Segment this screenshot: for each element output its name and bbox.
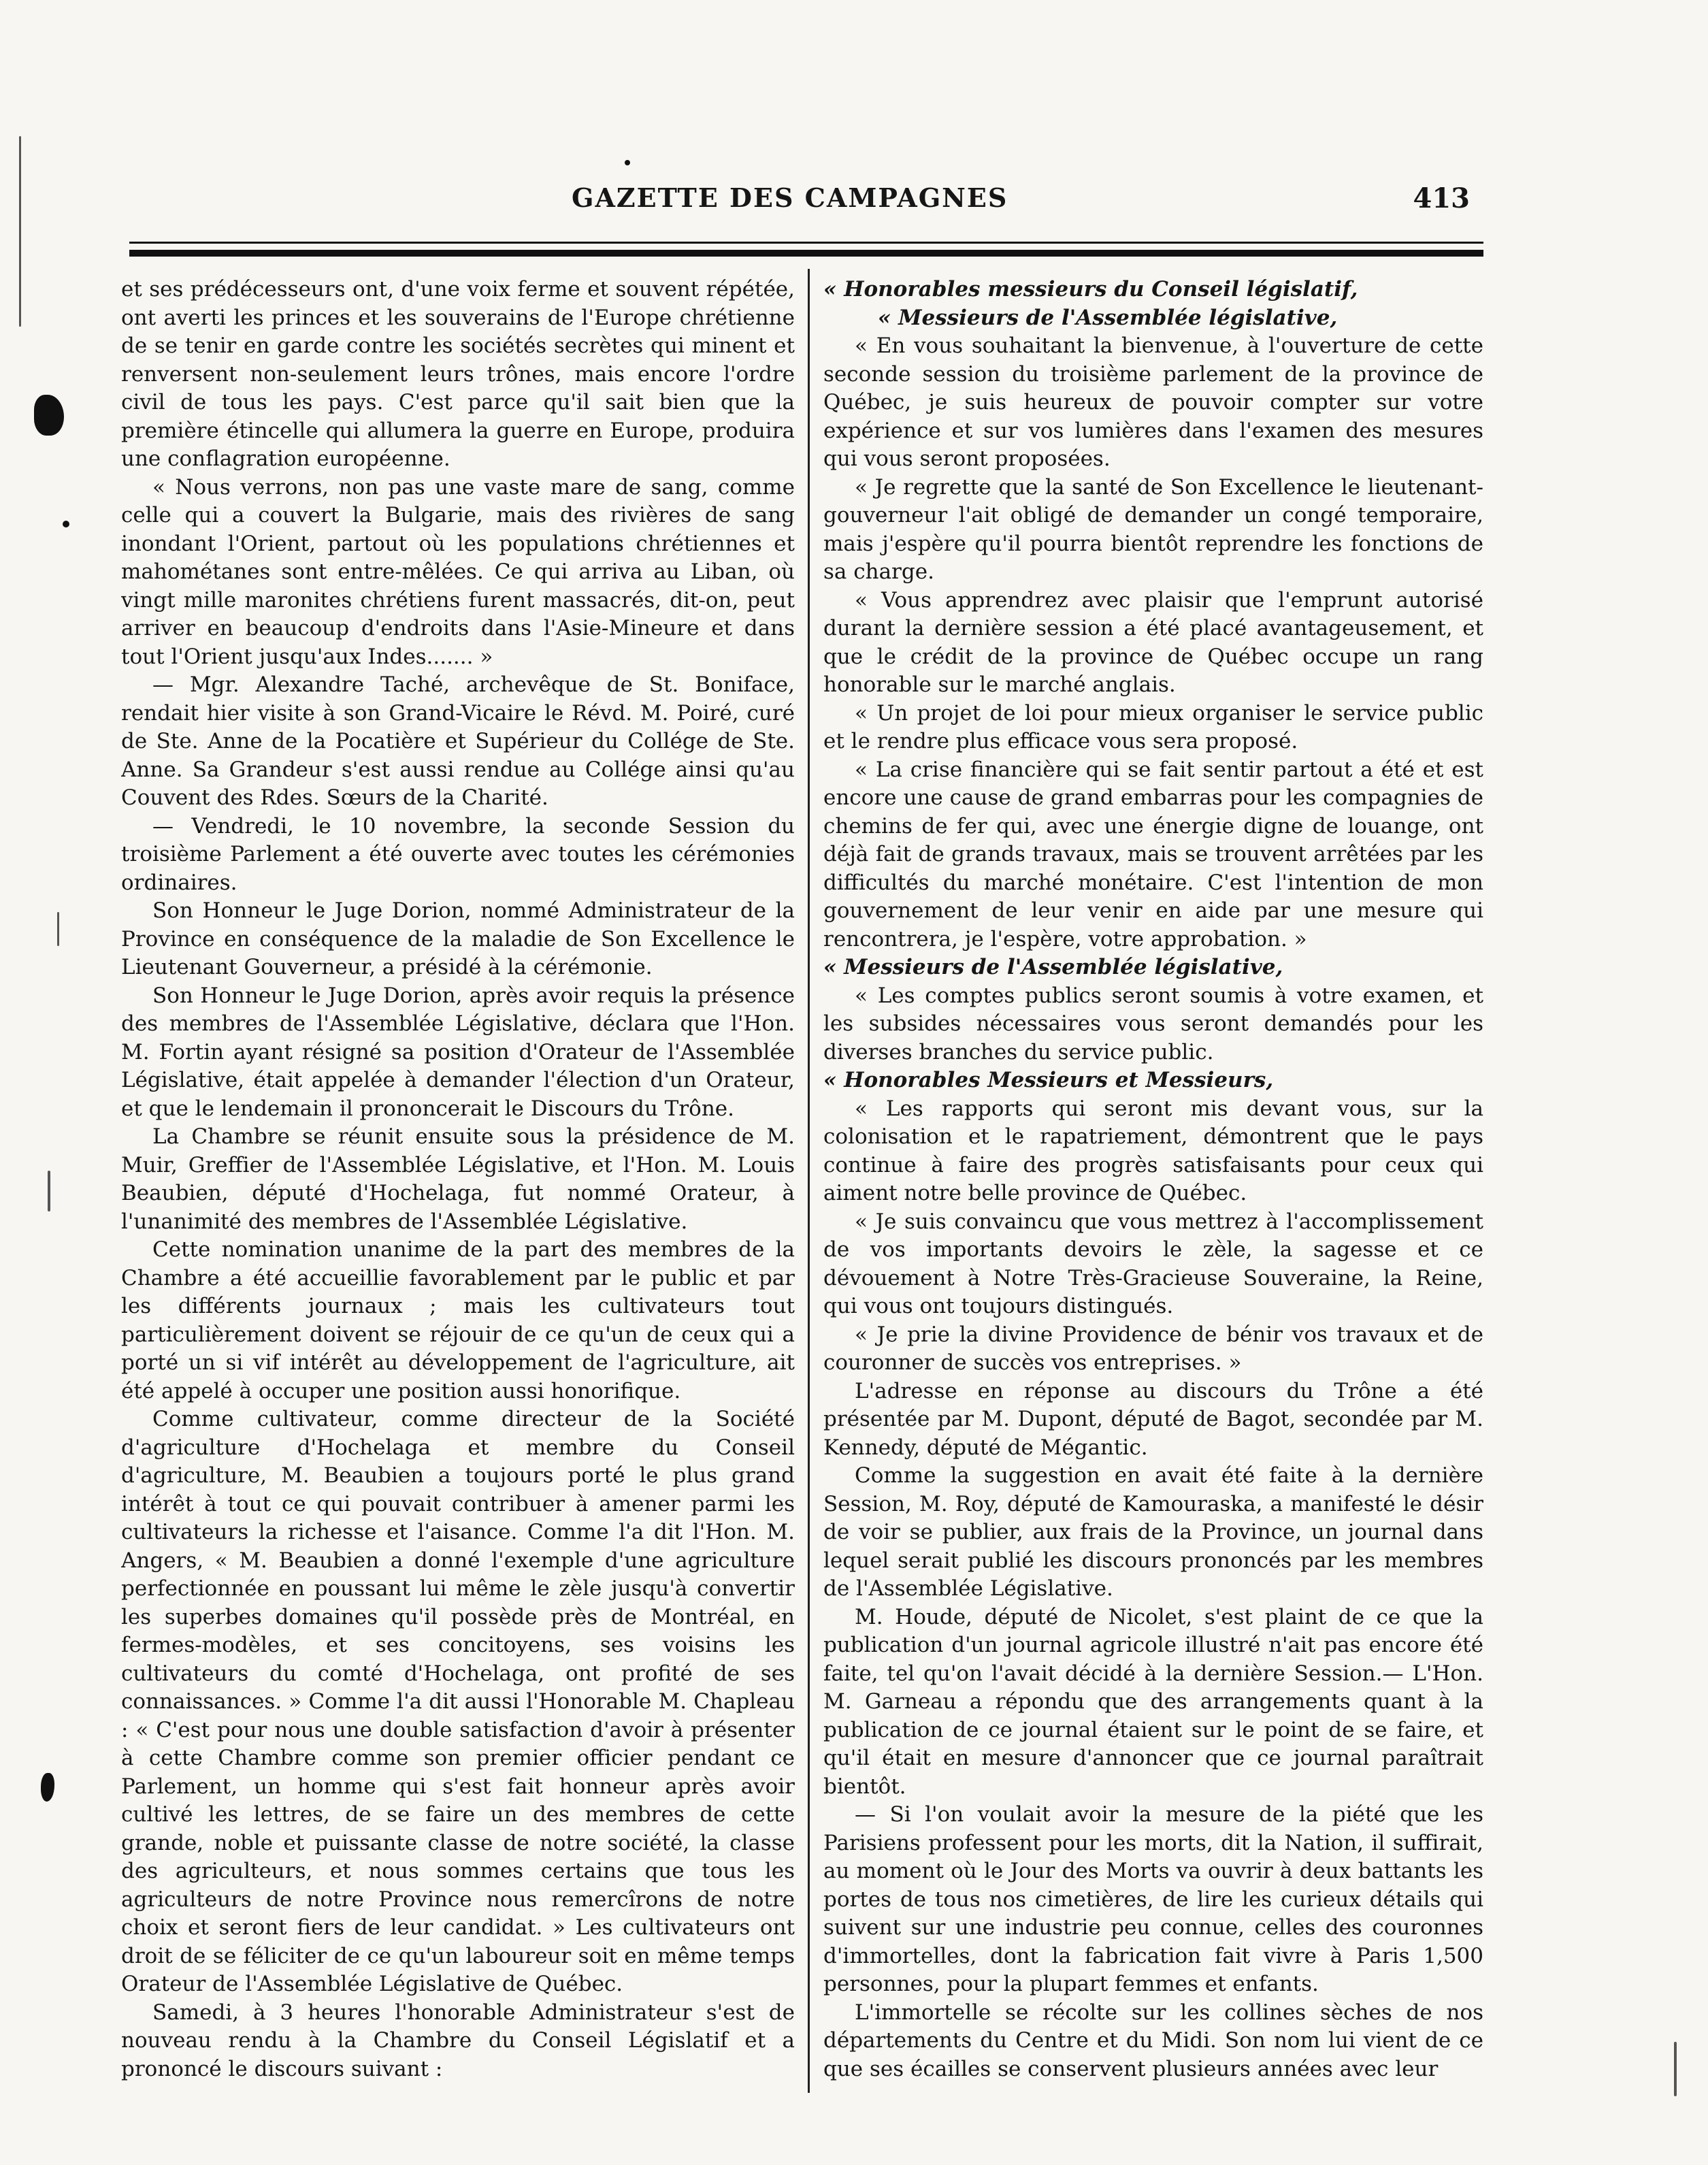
- paragraph: « Je prie la divine Providence de bénir vos travaux et de couronner de succès vos entreprises. »: [823, 1322, 1483, 1375]
- page-header: [122, 182, 1483, 223]
- paragraph: « Je suis convaincu que vous mettrez à l'accomplissement de vos importants devoirs le zèle, la sagesse et ce dévouement à Notre Très-Gracieuse Souveraine, la Reine, qui vous ont toujours distingués.: [823, 1209, 1483, 1318]
- speech-salutation: « Messieurs de l'Assemblée législative,: [823, 955, 1283, 979]
- paragraph: Samedi, à 3 heures l'honorable Administrateur s'est de nouveau rendu à la Chambre du Conseil Législatif et a prononcé le discours suivant :: [121, 2000, 795, 2081]
- ink-speck: [41, 1773, 54, 1802]
- right-column: [823, 276, 1483, 2093]
- ink-speck: [625, 160, 630, 165]
- paragraph: et ses prédécesseurs ont, d'une voix ferme et souvent répétée, ont averti les princes et les souverains de l'Europe chrétienne de se tenir en garde contre les sociétés secrètes qui minent et renversent non-seulement leurs trônes, mais encore l'ordre civil de tous les pays. C'est parce qu'il sait bien que la première étincelle qui allumera la guerre en Europe, produira une conflagration européenne.: [121, 277, 795, 471]
- paragraph: Son Honneur le Juge Dorion, après avoir requis la présence des membres de l'Assemblée Législative, déclara que l'Hon. M. Fortin ayant résigné sa position d'Orateur de l'Assemblée Législative, était appelée à demander l'élection d'un Orateur, et que le lendemain il prononcerait le Discours du Trône.: [121, 983, 795, 1121]
- paragraph: « Un projet de loi pour mieux organiser le service public et le rendre plus efficace vous sera proposé.: [823, 700, 1483, 753]
- paragraph: L'immortelle se récolte sur les collines sèches de nos départements du Centre et du Midi. Son nom lui vient de ce que ses écailles se conservent plusieurs années avec leur: [823, 2000, 1483, 2081]
- speech-salutation: « Honorables Messieurs et Messieurs,: [823, 1068, 1274, 1092]
- ink-blot: [34, 395, 64, 436]
- paragraph: Comme cultivateur, comme directeur de la Société d'agriculture d'Hochelaga et membre du Conseil d'agriculture, M. Beaubien a toujours porté le plus grand intérêt à tout ce qui pouvait contribuer à amener parmi les cultivateurs la richesse et l'aisance. Comme l'a dit l'Hon. M. Angers, « M. Beaubien a donné l'exemple d'une agriculture perfectionnée en poussant lui même le zèle jusqu'à convertir les superbes domaines qu'il possède près de Montréal, en fermes-modèles, et ses concitoyens, ses voisins les cultivateurs du comté d'Hochelaga, ont profité de ses connaissances. » Comme l'a dit aussi l'Honorable M. Chapleau : « C'est pour nous une double satisfaction d'avoir à présenter à cette Chambre comme son premier officier pendant ce Parlement, un homme qui s'est fait honneur après avoir cultivé les lettres, de se faire un des membres de cette grande, noble et puissante classe de notre société, la classe des agriculteurs, et nous sommes certains que tous les agriculteurs de notre Province nous remercîrons de notre choix et seront fiers de leur candidat. » Les cultivateurs ont droit de se féliciter de ce qu'un laboureur soit en même temps Orateur de l'Assemblée Législative de Québec.: [121, 1407, 795, 1996]
- paragraph: — Mgr. Alexandre Taché, archevêque de St. Boniface, rendait hier visite à son Grand-Vicaire le Révd. M. Poiré, curé de Ste. Anne de la Pocatière et Supérieur du Collége de Ste. Anne. Sa Grandeur s'est aussi rendue au Collége ainsi qu'au Couvent des Rdes. Sœurs de la Charité.: [121, 672, 795, 810]
- paragraph: « Les rapports qui seront mis devant vous, sur la colonisation et le rapatriement, démontrent que le pays continue à faire des progrès satisfaisants pour ceux qui aiment notre belle province de Québec.: [823, 1096, 1483, 1205]
- ink-speck: [63, 521, 69, 527]
- ink-speck: [1674, 2042, 1677, 2096]
- header-rule-thick: [129, 250, 1483, 257]
- left-column: [121, 276, 795, 2093]
- speech-salutation: « Honorables messieurs du Conseil législatif,: [823, 277, 1358, 302]
- paragraph: — Vendredi, le 10 novembre, la seconde Session du troisième Parlement a été ouverte avec toutes les cérémonies ordinaires.: [121, 813, 795, 895]
- publication-title: GAZETTE DES CAMPAGNES: [572, 182, 1008, 213]
- paragraph: — Si l'on voulait avoir la mesure de la piété que les Parisiens professent pour les morts, dit la Nation, il suffirait, au moment où le Jour des Morts va ouvrir à deux battants les portes de tous nos cimetières, de lire les curieux détails qui suivent sur une industrie peu connue, celles des couronnes d'immortelles, dont la fabrication fait vivre à Paris 1,500 personnes, pour la plupart femmes et enfants.: [823, 1802, 1483, 1996]
- column-divider: [808, 269, 810, 2093]
- paragraph: « Les comptes publics seront soumis à votre examen, et les subsides nécessaires vous seront demandés pour les diverses branches du service public.: [823, 983, 1483, 1064]
- paragraph: M. Houde, député de Nicolet, s'est plaint de ce que la publication d'un journal agricole illustré n'ait pas encore été faite, tel qu'on l'avait décidé à la dernière Session.— L'Hon. M. Garneau a répondu que des arrangements quant à la publication de ce journal étaient sur le point de se faire, et qu'il était en mesure d'annoncer que ce journal paraîtrait bientôt.: [823, 1604, 1483, 1799]
- paragraph: « Je regrette que la santé de Son Excellence le lieutenant-gouverneur l'ait obligé de demander un congé temporaire, mais j'espère qu'il pourra bientôt reprendre les fonctions de sa charge.: [823, 474, 1483, 584]
- ink-speck: [57, 912, 59, 946]
- ink-speck: [19, 136, 21, 327]
- paragraph: « Nous verrons, non pas une vaste mare de sang, comme celle qui a couvert la Bulgarie, mais des rivières de sang inondant l'Orient, partout où les populations chrétiennes et mahométanes sont entre-mêlées. Ce qui arriva au Liban, où vingt mille maronites chrétiens furent massacrés, dit-on, peut arriver en beaucoup d'endroits dans l'Asie-Mineure et dans tout l'Orient jusqu'aux Indes....... »: [121, 474, 795, 669]
- paragraph: La Chambre se réunit ensuite sous la présidence de M. Muir, Greffier de l'Assemblée Législative, et l'Hon. M. Louis Beaubien, député d'Hochelaga, fut nommé Orateur, à l'unanimité des membres de l'Assemblée Législative.: [121, 1124, 795, 1234]
- paragraph: L'adresse en réponse au discours du Trône a été présentée par M. Dupont, député de Bagot, secondée par M. Kennedy, député de Mégantic.: [823, 1378, 1483, 1460]
- paragraph: Son Honneur le Juge Dorion, nommé Administrateur de la Province en conséquence de la maladie de Son Excellence le Lieutenant Gouverneur, a présidé à la cérémonie.: [121, 898, 795, 979]
- paragraph: « Vous apprendrez avec plaisir que l'emprunt autorisé durant la dernière session a été placé avantageusement, et que le crédit de la province de Québec occupe un rang honorable sur le marché anglais.: [823, 587, 1483, 697]
- header-rule-thin: [129, 242, 1483, 244]
- ink-speck: [48, 1171, 50, 1211]
- paragraph: « En vous souhaitant la bienvenue, à l'ouverture de cette seconde session du troisième parlement de la province de Québec, je suis heureux de pouvoir compter sur votre expérience et sur vos lumières dans l'examen des mesures qui vous seront proposées.: [823, 333, 1483, 471]
- speech-salutation: « Messieurs de l'Assemblée législative,: [878, 305, 1338, 330]
- page-number: 413: [1413, 182, 1470, 214]
- paragraph: Comme la suggestion en avait été faite à la dernière Session, M. Roy, député de Kamouraska, a manifesté le désir de voir se publier, aux frais de la Province, un journal dans lequel serait publié les discours prononcés par les membres de l'Assemblée Législative.: [823, 1463, 1483, 1601]
- paragraph: Cette nomination unanime de la part des membres de la Chambre a été accueillie favorablement par le public et par les différents journaux ; mais les cultivateurs tout particulièrement doivent se réjouir de ce qu'un de ceux qui a porté un si vif intérêt au développement de l'agriculture, ait été appelé à occuper une position aussi honorifique.: [121, 1237, 795, 1403]
- paragraph: « La crise financière qui se fait sentir partout a été et est encore une cause de grand embarras pour les compagnies de chemins de fer qui, avec une énergie digne de louange, ont déjà fait de grands travaux, mais se trouvent arrêtées par les difficultés du marché monétaire. C'est l'intention de mon gouvernement de leur venir en aide par une mesure qui rencontrera, je l'espère, votre approbation. »: [823, 757, 1483, 951]
